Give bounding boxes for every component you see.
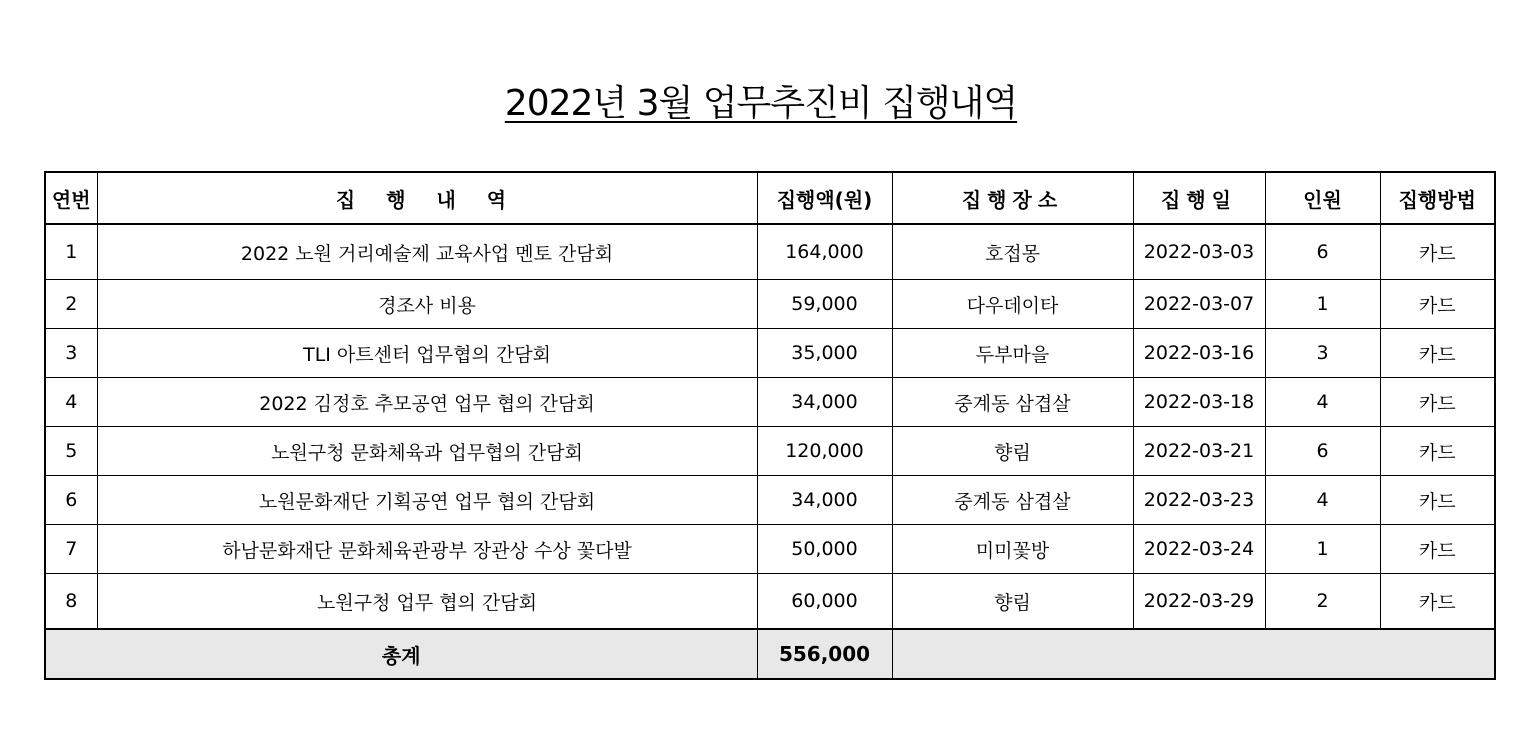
cell-place: 두부마을 [892, 329, 1133, 378]
cell-place: 다우데이타 [892, 280, 1133, 329]
total-amount: 556,000 [757, 629, 892, 679]
cell-people: 2 [1265, 574, 1380, 630]
cell-no: 7 [45, 525, 97, 574]
table-row [45, 378, 1495, 427]
header-method: 집행방법 [1380, 172, 1495, 224]
header-description: 집 행 내 역 [97, 172, 757, 224]
cell-method: 카드 [1380, 476, 1495, 525]
total-label: 총계 [45, 629, 757, 679]
table-row [45, 280, 1495, 329]
cell-description: TLI 아트센터 업무협의 간담회 [97, 329, 757, 378]
cell-method: 카드 [1380, 525, 1495, 574]
table-row [45, 525, 1495, 574]
cell-no: 1 [45, 224, 97, 280]
header-amount: 집행액(원) [757, 172, 892, 224]
cell-date: 2022-03-18 [1133, 378, 1265, 427]
table-row [45, 224, 1495, 280]
cell-method: 카드 [1380, 329, 1495, 378]
title-wrap [0, 82, 1522, 126]
cell-amount: 34,000 [757, 476, 892, 525]
cell-description: 노원구청 업무 협의 간담회 [97, 574, 757, 630]
total-row [45, 629, 1495, 679]
page-title: 2022년 3월 업무추진비 집행내역 [504, 83, 1018, 124]
header-place: 집행장소 [892, 172, 1133, 224]
total-blank-cell [892, 629, 1495, 679]
cell-people: 6 [1265, 427, 1380, 476]
cell-people: 1 [1265, 525, 1380, 574]
cell-no: 5 [45, 427, 97, 476]
cell-method: 카드 [1380, 427, 1495, 476]
cell-amount: 164,000 [757, 224, 892, 280]
expense-table [44, 171, 1496, 680]
cell-people: 1 [1265, 280, 1380, 329]
cell-date: 2022-03-03 [1133, 224, 1265, 280]
cell-people: 4 [1265, 378, 1380, 427]
cell-description: 경조사 비용 [97, 280, 757, 329]
cell-date: 2022-03-24 [1133, 525, 1265, 574]
cell-no: 2 [45, 280, 97, 329]
cell-place: 미미꽃방 [892, 525, 1133, 574]
header-people: 인원 [1265, 172, 1380, 224]
header-date: 집행일 [1133, 172, 1265, 224]
cell-amount: 120,000 [757, 427, 892, 476]
cell-place: 중계동 삼겹살 [892, 378, 1133, 427]
cell-place: 중계동 삼겹살 [892, 476, 1133, 525]
cell-amount: 35,000 [757, 329, 892, 378]
cell-description: 2022 노원 거리예술제 교육사업 멘토 간담회 [97, 224, 757, 280]
table-header [45, 172, 1495, 224]
cell-amount: 34,000 [757, 378, 892, 427]
cell-method: 카드 [1380, 224, 1495, 280]
cell-date: 2022-03-29 [1133, 574, 1265, 630]
cell-no: 3 [45, 329, 97, 378]
cell-amount: 50,000 [757, 525, 892, 574]
cell-people: 3 [1265, 329, 1380, 378]
cell-people: 4 [1265, 476, 1380, 525]
cell-description: 노원구청 문화체육과 업무협의 간담회 [97, 427, 757, 476]
header-row [45, 172, 1495, 224]
cell-method: 카드 [1380, 574, 1495, 630]
cell-description: 2022 김정호 추모공연 업무 협의 간담회 [97, 378, 757, 427]
cell-no: 8 [45, 574, 97, 630]
cell-description: 노원문화재단 기획공연 업무 협의 간담회 [97, 476, 757, 525]
table-body [45, 224, 1495, 679]
cell-method: 카드 [1380, 280, 1495, 329]
table-row [45, 329, 1495, 378]
cell-place: 향림 [892, 427, 1133, 476]
cell-method: 카드 [1380, 378, 1495, 427]
cell-date: 2022-03-07 [1133, 280, 1265, 329]
cell-place: 향림 [892, 574, 1133, 630]
cell-description: 하남문화재단 문화체육관광부 장관상 수상 꽃다발 [97, 525, 757, 574]
table-row [45, 476, 1495, 525]
header-no: 연번 [45, 172, 97, 224]
cell-amount: 60,000 [757, 574, 892, 630]
cell-date: 2022-03-21 [1133, 427, 1265, 476]
table-row [45, 574, 1495, 630]
cell-people: 6 [1265, 224, 1380, 280]
cell-place: 호접몽 [892, 224, 1133, 280]
cell-date: 2022-03-23 [1133, 476, 1265, 525]
cell-no: 4 [45, 378, 97, 427]
cell-amount: 59,000 [757, 280, 892, 329]
cell-date: 2022-03-16 [1133, 329, 1265, 378]
table-row [45, 427, 1495, 476]
cell-no: 6 [45, 476, 97, 525]
